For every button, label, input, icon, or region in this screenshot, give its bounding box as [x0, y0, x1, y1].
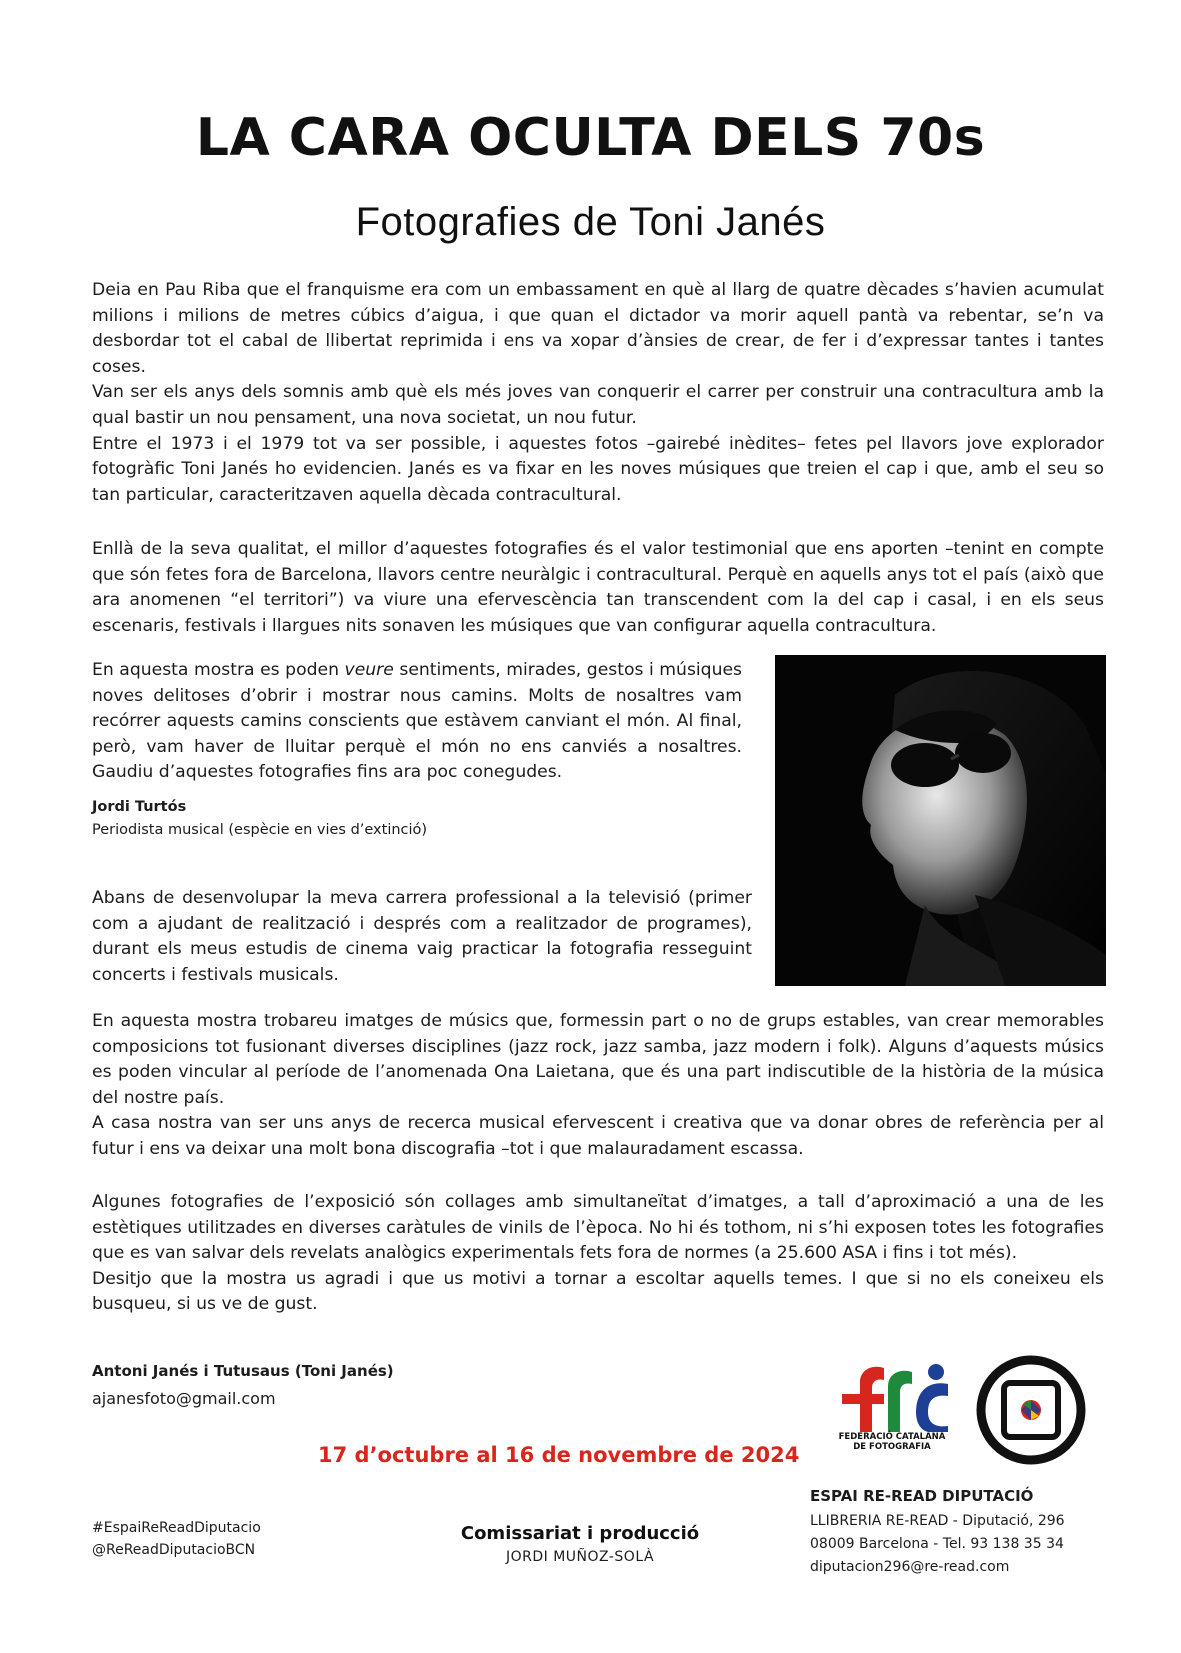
- social-hashtag: #EspaiReReadDiputacio: [92, 1520, 261, 1536]
- venue-address: LLIBRERIA RE-READ - Diputació, 296: [810, 1513, 1065, 1529]
- venue-email[interactable]: diputacion296@re-read.com: [810, 1559, 1010, 1575]
- signature-name: Antoni Janés i Tutusaus (Toni Janés): [92, 1362, 394, 1380]
- credits-label: Comissariat i producció: [460, 1523, 700, 1544]
- credits-name: JORDI MUÑOZ-SOLÀ: [505, 1549, 655, 1565]
- quote-paragraph: [92, 658, 742, 786]
- exhibition-dates: 17 d’octubre al 16 de novembre de 2024: [318, 1443, 800, 1467]
- photographer-paragraph: Abans de desenvolupar la meva carrera professional a la televisió (primer com a ajudant de realització i després com a realitzador de programes), durant els meus estudis de cinema vaig practicar la fotografia resseguint concerts i festivals musicals.: [92, 888, 752, 985]
- social-handle: @ReReadDiputacioBCN: [92, 1542, 256, 1558]
- quote-author-role: Periodista musical (espècie en vies d’extinció): [92, 822, 428, 838]
- music-paragraph: En aquesta mostra trobareu imatges de músics que, formessin part o no de grups estables, van crear memorables composicions tot fusionant diverses disciplines (jazz rock, jazz samba, jazz modern i folk). Alguns d’aquests músics es poden vincular al període de l’anomenada Ona Laietana, que és una part indiscutible de la història de la música del nostre país. A casa nostra van ser uns anys de recerca musical efervescent i creativa que va donar obres de referència per al futur i ens va deixar una molt bona discografia –tot i que malauradament escassa.: [92, 1011, 1104, 1159]
- collage-paragraph: Algunes fotografies de l’exposició són collages amb simultaneïtat d’imatges, a tall d’aproximació a una de les estètiques utilitzades en diverses caràtules de vinils de l’època. No hi és tothom, ni s’hi exposen totes les fotografies que es van salvar dels revelats analògics experimentals fets fora de normes (a 25.600 ASA i fins i tot més). Desitjo que la mostra us agradi i que us motivi a tornar a escoltar aquells temes. I que si no els coneixeu els busqueu, si us ve de gust.: [92, 1192, 1104, 1315]
- quote-author: Jordi Turtós: [92, 799, 187, 815]
- quote-emphasis: veure: [344, 660, 394, 680]
- quote-text-end: sentiments, mirades, gestos i músiques noves delitoses d’obrir i mostrar nous camins. Molts de nosaltres vam recórrer aquests camins conscients que estàvem canviant el món. Al final, però, vam haver de lluitar perquè el món no ens canviés a nosaltres. Gaudiu d’aquestes fotografies fins ara poc conegudes.: [92, 660, 743, 783]
- cef-logo: [976, 1355, 1086, 1465]
- signature-email[interactable]: ajanesfoto@gmail.com: [92, 1389, 276, 1408]
- testimonial-paragraph: Enllà de la seva qualitat, el millor d’aquestes fotografies és el valor testimonial que ens aporten –tenint en compte que són fetes fora de Barcelona, llavors centre neuràlgic i contracultural. Perquè en aquells anys tot el país (això que ara anomenen “el territori”) va viure una efervescència tan transcendent com la del cap i casal, i en els seus escenaris, festivals i llargues nits sonaven les músiques que van configurar aquella contracultura.: [92, 539, 1104, 636]
- quote-text-start: En aquesta mostra es poden: [92, 660, 345, 680]
- page-title: LA CARA OCULTA DELS 70s: [195, 108, 986, 168]
- portrait-photo: [775, 655, 1106, 986]
- intro-paragraph: Deia en Pau Riba que el franquisme era com un embassament en què al llarg de quatre dècades s’havien acumulat milions i milions de metres cúbics d’aigua, i que quan el dictador va morir aquell pantà va rebentar, se’n va desbordar tot el cabal de llibertat reprimida i ens va xopar d’ànsies de crear, de fer i d’expressar tantes i tantes coses. Van ser els anys dels somnis amb què els més joves van conquerir el carrer per construir una contracultura amb la qual bastir un nou pensament, una nova societat, un nou futur. Entre el 1973 i el 1979 tot va ser possible, i aquestes fotos –gairebé inèdites– fetes pel llavors jove explorador fotogràfic Toni Janés ho evidencien. Janés es va fixar en les noves músiques que treien el cap i que, amb el seu so tan particular, caracteritzaven aquella dècada contracultural.: [92, 280, 1104, 505]
- page-subtitle: Fotografies de Toni Janés: [355, 200, 826, 244]
- venue-city-phone: 08009 Barcelona - Tel. 93 138 35 34: [810, 1536, 1064, 1552]
- fcf-logo-text: FEDERACIÓ CATALANA DE FOTOGRAFIA: [838, 1432, 946, 1452]
- venue-title: ESPAI RE-READ DIPUTACIÓ: [810, 1487, 1034, 1505]
